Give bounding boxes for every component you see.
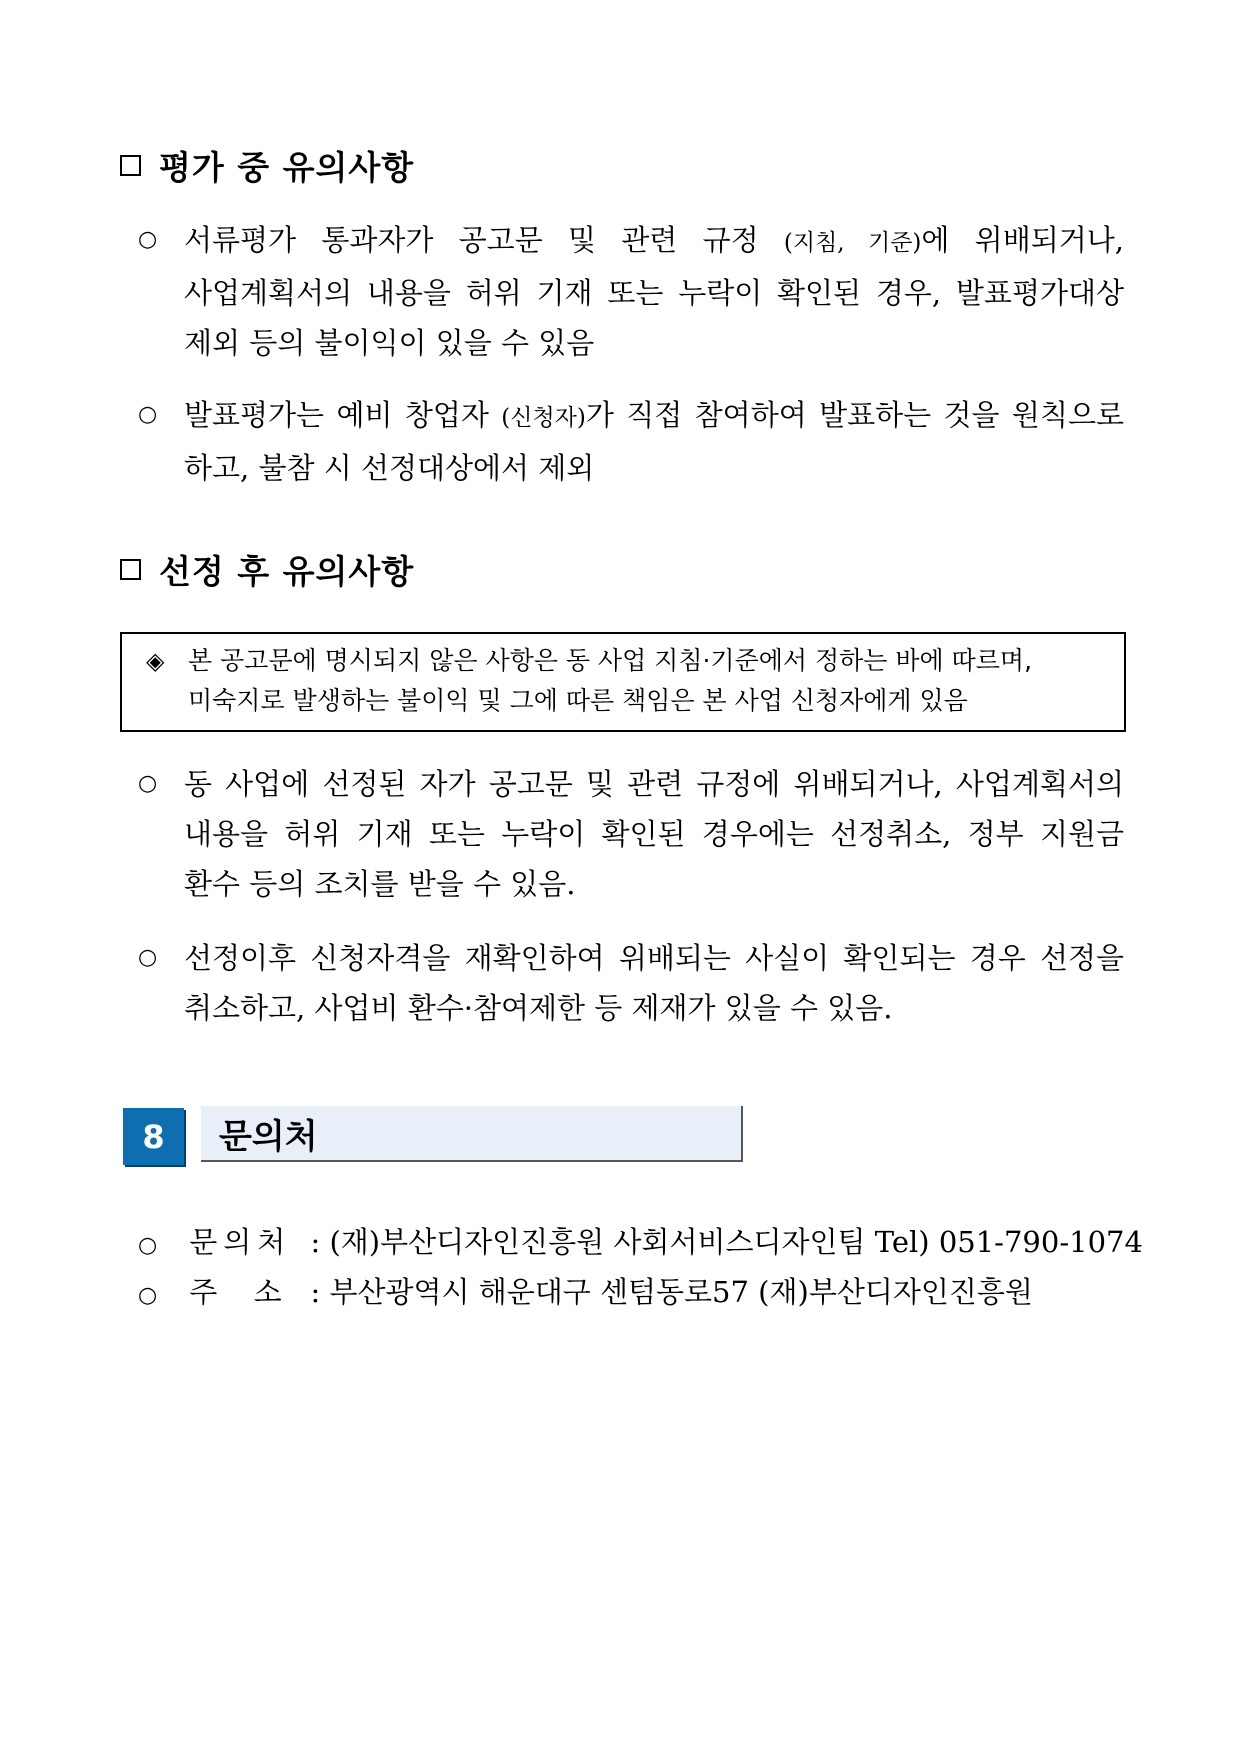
checkbox-square-icon <box>120 559 141 580</box>
contact-line <box>138 1267 1033 1321</box>
contact-key: 주 소 <box>189 1275 288 1309</box>
contact-value: (재)부산디자인진흥원 사회서비스디자인팀 Tel) 051-790-1074 <box>329 1225 1143 1259</box>
section-title: 평가 중 유의사항 <box>159 148 415 187</box>
item-text: 서류평가 통과자가 공고문 및 관련 규정 (지침, 기준)에 위배되거나, 사업계획서의 내용을 허위 기재 또는 누락이 확인된 경우, 발표평가대상 제외 등의 불이익이 있을 수 있음 <box>184 223 1124 360</box>
section-heading-evaluation <box>120 142 414 189</box>
diamond-icon: ◈ <box>146 647 165 675</box>
list-item <box>138 390 1124 493</box>
item-text: 동 사업에 선정된 자가 공고문 및 관련 규정에 위배되거나, 사업계획서의 내용을 허위 기재 또는 누락이 확인된 경우에는 선정취소, 정부 지원금 환수 등의 조치를 받을 수 있음. <box>184 767 1124 901</box>
contact-line <box>138 1217 1143 1271</box>
notice-text: 본 공고문에 명시되지 않은 사항은 동 사업 지침·기준에서 정하는 바에 따르며, 미숙지로 발생하는 불이익 및 그에 따른 책임은 본 사업 신청자에게 있음 <box>188 646 1033 715</box>
circle-bullet-icon: ○ <box>138 1283 158 1308</box>
item-text: 선정이후 신청자격을 재확인하여 위배되는 사실이 확인되는 경우 선정을 취소하고, 사업비 환수·참여제한 등 제재가 있을 수 있음. <box>184 941 1124 1025</box>
circle-bullet-icon: ○ <box>138 945 158 970</box>
list-item <box>138 933 1124 1033</box>
contact-separator: : <box>310 1225 321 1259</box>
item-text: 발표평가는 예비 창업자 (신청자)가 직접 참여하여 발표하는 것을 원칙으로 하고, 불참 시 선정대상에서 제외 <box>184 398 1124 485</box>
list-item <box>138 215 1124 368</box>
section-title-bar <box>201 1106 743 1162</box>
circle-bullet-icon: ○ <box>138 227 158 252</box>
section-title: 선정 후 유의사항 <box>159 552 415 591</box>
list-item <box>138 759 1124 909</box>
section-title: 문의처 <box>219 1116 318 1157</box>
contact-value: 부산광역시 해운대구 센텀동로57 (재)부산디자인진흥원 <box>329 1275 1033 1309</box>
circle-bullet-icon: ○ <box>138 1233 158 1258</box>
circle-bullet-icon: ○ <box>138 771 158 796</box>
contact-key: 문의처 <box>189 1225 292 1259</box>
section-heading-after-selection <box>120 546 414 593</box>
checkbox-square-icon <box>120 155 141 176</box>
circle-bullet-icon: ○ <box>138 402 158 427</box>
section-number-badge: 8 <box>123 1108 184 1165</box>
notice-box <box>120 632 1126 732</box>
contact-separator: : <box>310 1275 321 1309</box>
